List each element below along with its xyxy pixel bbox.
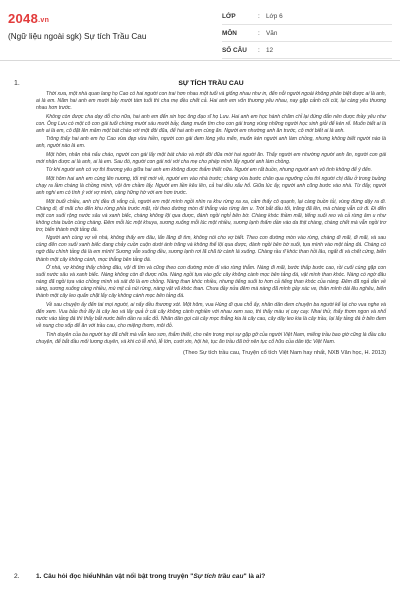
passage-paragraph: Thời xưa, một nhà quan lang họ Cao có hai người con trai hơn nhau một tuổi và giống nhau như in, đến nỗi người ngoài không phân biệt được ai là anh, ai là em. Năm hai anh em mười bảy mười tám tuổi thì cha mẹ đều chết cả. Hai anh em vốn thương yêu nhau, nay gặp cảnh côi cút, lại càng yêu thương nhau hơn trước. <box>36 91 386 112</box>
passage-paragraph: Tình duyên của ba người tuy đã chết mà vẫn keo sơn, thắm thiết, cho nên trong mọi sự gặp gỡ của người Việt Nam, miếng trầu bao giờ cũng là đầu câu chuyện, để bắt đầu mối lương duyên, và khi có lễ nhỏ, lễ lớn, cưới xin, hội hè, tục ăn trầu đã trở nên tục cổ hữu của dân tộc Việt Nam. <box>36 331 386 345</box>
meta-row-class <box>222 8 392 25</box>
question-quote: Sự tích trầu cau <box>193 573 244 580</box>
question-number: 1. <box>14 80 20 87</box>
meta-value: Văn <box>266 29 278 37</box>
meta-value: 12 <box>266 46 274 54</box>
passage-paragraph: Một hôm hai anh em cùng lên nương, tối mịt mới về, người em vào nhà trước; chàng vừa bước chân qua ngưỡng cửa thì người chị dâu ở trong buồng chạy ra lầm chàng là chồng mình, vội ôm chầm lấy. Người em liền kêu lên, cả hai đều xấu hổ. Giữa lúc ấy, người anh cũng bước vào nhà. Từ đấy, người anh nghi em có tình ý với vợ mình, càng hững hờ với em hơn trước. <box>36 176 386 197</box>
logo-text: 2048 <box>8 11 39 26</box>
passage-paragraph: Người anh cùng vợ về nhà, không thấy em đâu, lẩn lăng đi tìm, không nói cho vợ biết. Theo con đường mòn vào rừng, chàng đi mãi, đi mãi, và sau cùng đến con suối xanh biếc đang chảy cuồn cuộn dưới ánh trăng và không thể lội qua được, đành ngồi bên bờ suối, tựa mình vào một tảng đá. Chàng có ngờ đâu chính tảng đá là em mình! Sương vẫn xuống đều, sương lạnh rơi lã chã từ cành lá xuống. Chàng rầu rĩ khóc than hồi lâu, ngất đi và chết cứng, biến thành một cây không cành, mọc thẳng bên tảng đá. <box>36 235 386 263</box>
passage-paragraph: Một hôm, nhân nhà nấu cháo, người con gái lấy một bát cháo và một đôi đũa mời hai người ăn. Thấy người em nhường người anh ăn, người con gái mới nhận được ai là anh, ai là em. Sau đó, người con gái nói với cha mẹ cho phép mình lấy người anh làm chồng. <box>36 151 386 165</box>
question-text[interactable] <box>36 573 265 580</box>
passage-source: (Theo Sự tích trầu cau, Truyện cổ tích Việt Nam hay nhất, NXB Văn học, H. 2013) <box>183 349 386 356</box>
meta-key: LỚP <box>222 12 236 20</box>
meta-row-question-count <box>222 42 392 59</box>
passage-paragraph: Ở nhà, vợ không thấy chồng đâu, vội đi tìm và cũng theo con đường mòn đi vào rừng thẳm. Nàng đi mãi, bước thấp bước cao, rồi cuối cùng gặp con suối nước sâu và xanh biếc. Nàng không còn đi được nữa. Nàng ngồi tựa vào gốc cây không cành mọc bên tảng đá, vật mình than khóc. Nàng có ngờ đâu nàng đã ngồi tựa vào chồng mình và sát đó là em chồng. Nàng than khóc nhiều, nhưng tiếng suối to hơn cả tiếng than khóc của nàng. Đêm đã ngả dần về sáng, sương xuống càng nhiều, mù mịt cả núi rừng, nàng vật vã khóc than. Chưa đầy nửa đêm mà nàng đã mình gầy xác ve, thân mình dài lêu nghêu, biến thành một cây leo quấn chặt lấy cây không cành mọc bên tảng đá. <box>36 265 386 300</box>
lesson-subtitle: (Ngữ liệu ngoài sgk) Sự tích Trầu Cau <box>8 32 147 41</box>
page-header <box>0 0 400 61</box>
meta-separator: : <box>258 29 260 37</box>
reading-passage <box>36 80 386 356</box>
site-logo[interactable] <box>8 11 49 26</box>
question-number: 2. <box>14 573 20 580</box>
passage-paragraph: Về sau chuyện ấy đến tai mọi người, ai nấy đều thương xót. Một hôm, vua Hùng đi qua chỗ ấy, nhân dân đem chuyện ba người kể lại cho vua nghe và đến xem. Vua bảo thử lấy lá cây leo và lấy quả ở cái cây không cành nghiền với nhau xem sao, thì thấy màu vị cay cay. Nhai thử, thấy thơm ngon và nhổ nước vào tảng đá thì thấy bắt nước biến dần ra sắc đỏ. Nhân dân gọi cái cây mọc thẳng kia là cây cau, cây dây leo kia là cây trầu, lại lấy tảng đá ở bên đem về nung cho xốp để ăn với trầu cau, cho miệng thơm, môi đỏ. <box>36 301 386 329</box>
meta-value: Lớp 6 <box>266 12 283 20</box>
passage-paragraph: Trông thấy hai anh em họ Cao vừa đẹp vừa hiền, người con gái đem lòng yêu mến, muốn kén người anh làm chồng, nhưng không biết người nào là anh, người nào là em. <box>36 136 386 150</box>
meta-key: MÔN <box>222 29 237 37</box>
meta-separator: : <box>258 12 260 20</box>
question-prefix: 1. Câu hỏi đọc hiểuNhân vật nổi bật trong truyện " <box>36 573 194 580</box>
meta-row-subject <box>222 25 392 42</box>
passage-paragraph: Từ khi người anh có vợ thì thương yêu giữa hai anh em không được thắm thiết nữa. Người em rất buồn, nhưng người anh vô tình không để ý đến. <box>46 167 372 174</box>
question-suffix: " là ai? <box>243 573 266 580</box>
meta-separator: : <box>258 46 260 54</box>
passage-paragraph: Không còn được cha dạy dỗ cho nữa, hai anh em đến xin học ông đạo sĩ họ Lưu. Hai anh em học hành chăm chỉ lại đứng đắn nên được thầy yêu như con. Ông Lưu có một cô con gái tuổi chừng mười sáu mười bảy, đang muốn tìm cho con gái trong vùng những người học sinh giỏi để kén rể. Muốn biết ai là anh ai là em, cô đặt lên mâm một bát cháo với một đôi đũa, để hai anh em cùng ăn. Người em nhường anh ăn trước, cô mới biết ai là anh. <box>36 113 386 134</box>
meta-key: SỐ CÂU <box>222 46 247 54</box>
logo-tld: .vn <box>38 17 50 24</box>
passage-paragraph: Một buổi chiều, anh chị đều đi vắng cả, người em một mình ngồi nhìn ra khu rừng xa xa, cảm thấy cô quạnh, lại càng buồn tủi, vùng đứng dậy ra đi. Chàng đi, đi mãi cho đến khu rừng phía trước mặt, rồi theo đường mòn đi thẳng vào rừng âm u. Trời bắt đầu tối, trăng đã lên, mà chàng vẫn cứ đi. Đi đến một con suối rộng nước sâu và xanh biếc, chàng không lội qua được, đành ngồi nghỉ bên bờ. Chàng khóc thầm mãi, tiếng suối reo và cả rừng âm u như không chia buồn cùng chàng. Đêm mỗi lúc một khuya, sương xuống mỗi lúc một nhiều, sương lạnh thấm dần vào da thịt chàng, chàng chết mà vẫn ngồi trơ trơ, biến thành một tảng đá. <box>36 198 386 233</box>
lesson-meta-table <box>222 8 392 59</box>
passage-title: SỰ TÍCH TRẦU CAU <box>178 80 244 87</box>
